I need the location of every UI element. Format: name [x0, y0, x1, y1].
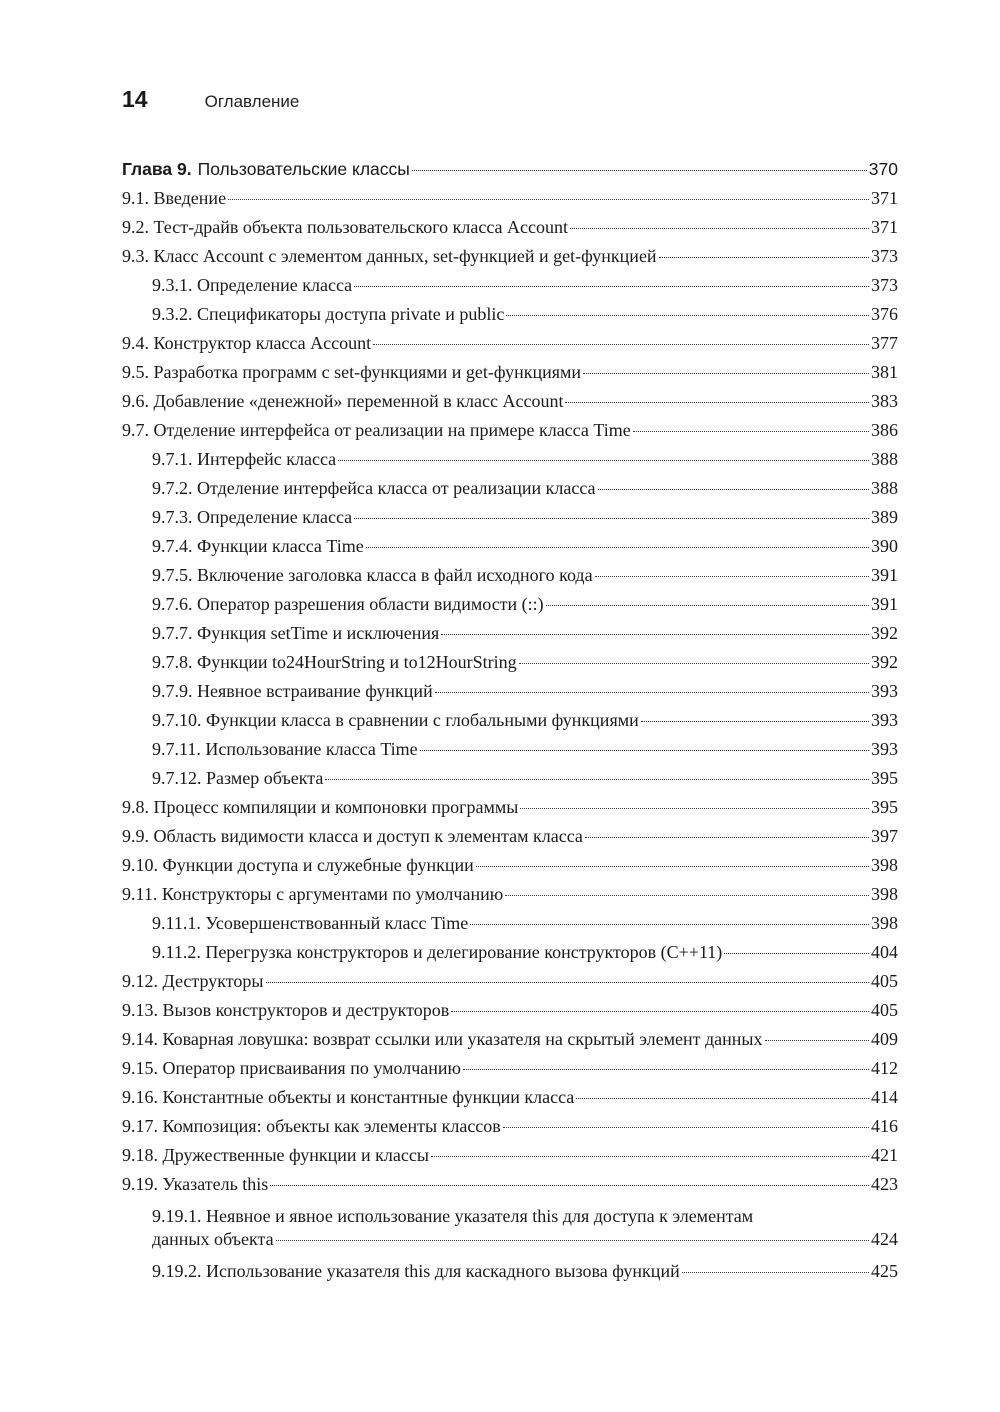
toc-entry-page: 414: [871, 1087, 898, 1107]
chapter-name: Пользовательские классы: [197, 159, 410, 179]
dot-leader: [441, 634, 869, 635]
toc-entry-title: 9.16. Константные объекты и константные функции класса: [122, 1087, 575, 1107]
dot-leader: [435, 692, 869, 693]
dot-leader: [724, 953, 869, 954]
toc-entry-page: 373: [871, 246, 898, 266]
toc-subentry: [122, 507, 898, 536]
toc-entry-title: 9.18. Дружественные функции и классы: [122, 1145, 429, 1165]
toc-entry-title: 9.1. Введение: [122, 188, 227, 208]
toc-entry: [122, 1000, 898, 1029]
toc-entry-title: 9.7. Отделение интерфейса от реализации на примере класса Time: [122, 420, 631, 440]
toc-entry-title: 9.19.2. Использование указателя this для каскадного вызова функций: [152, 1261, 680, 1281]
toc-entry-title: 9.3. Класс Account с элементом данных, set-функцией и get-функцией: [122, 246, 657, 266]
toc-entry-title: 9.10. Функции доступа и служебные функции: [122, 855, 474, 875]
dot-leader: [420, 750, 869, 751]
toc-subentry-multiline: [122, 1203, 898, 1261]
dot-leader: [412, 170, 867, 171]
dot-leader: [765, 1040, 869, 1041]
toc-entry: [122, 826, 898, 855]
dot-leader: [476, 866, 869, 867]
toc-entry-page: 373: [871, 275, 898, 295]
toc-subentry: [122, 768, 898, 797]
dot-leader: [565, 402, 869, 403]
toc-entry-title: 9.9. Область видимости класса и доступ к элементам класса: [122, 826, 583, 846]
toc-entry-title: 9.12. Деструкторы: [122, 971, 264, 991]
toc-entry-page: 395: [871, 797, 898, 817]
toc-entry-page: 371: [871, 217, 898, 237]
toc-entry-page: 398: [871, 855, 898, 875]
dot-leader: [506, 315, 869, 316]
toc-entry-title: 9.17. Композиция: объекты как элементы классов: [122, 1116, 501, 1136]
toc-entry: [122, 971, 898, 1000]
toc-subentry: [122, 681, 898, 710]
toc-entry-title: 9.5. Разработка программ с set-функциями и get-функциями: [122, 362, 582, 382]
toc-entry-title: 9.7.1. Интерфейс класса: [152, 449, 337, 469]
dot-leader: [546, 605, 869, 606]
page-number: 14: [122, 86, 148, 112]
toc-entry-title: 9.7.6. Оператор разрешения области видимости (::): [152, 594, 544, 614]
toc-entry-title: 9.2. Тест-драйв объекта пользовательского класса Account: [122, 217, 569, 237]
toc-entry-title: 9.11.1. Усовершенствованный класс Time: [152, 913, 469, 933]
toc-entry: [122, 884, 898, 913]
dot-leader: [505, 895, 869, 896]
dot-leader: [519, 663, 869, 664]
dot-leader: [228, 199, 869, 200]
dot-leader: [576, 1098, 869, 1099]
toc-entry-page: 386: [871, 420, 898, 440]
toc-subentry: [122, 710, 898, 739]
toc-entry-page: 371: [871, 188, 898, 208]
toc-entry-page: 392: [871, 652, 898, 672]
toc-entry-page: 397: [871, 826, 898, 846]
page-header: [122, 86, 299, 116]
dot-leader: [583, 373, 869, 374]
toc-entry: [122, 1058, 898, 1087]
dot-leader: [325, 779, 869, 780]
dot-leader: [431, 1156, 869, 1157]
toc-entry-page: 393: [871, 681, 898, 701]
dot-leader: [276, 1240, 869, 1241]
chapter-page: 370: [868, 159, 898, 179]
toc-subentry: [122, 536, 898, 565]
toc-subentry: [122, 942, 898, 971]
toc-entry-page: 395: [871, 768, 898, 788]
toc-entry-title: 9.13. Вызов конструкторов и деструкторов: [122, 1000, 450, 1020]
toc-entry-page: 423: [871, 1174, 898, 1194]
dot-leader: [266, 982, 869, 983]
dot-leader: [641, 721, 869, 722]
toc-chapter-row: [122, 159, 898, 188]
toc-entry-title: 9.7.12. Размер объекта: [152, 768, 324, 788]
dot-leader: [633, 431, 869, 432]
dot-leader: [503, 1127, 869, 1128]
toc-entry-page: 393: [871, 710, 898, 730]
toc-subentry: [122, 478, 898, 507]
toc-entry-page: 421: [871, 1145, 898, 1165]
toc-entry-title: 9.7.8. Функции to24HourString и to12HourString: [152, 652, 517, 672]
toc-entry-title: 9.7.9. Неявное встраивание функций: [152, 681, 433, 701]
toc-entry-page: 381: [871, 362, 898, 382]
toc-entry-title: 9.7.4. Функции класса Time: [152, 536, 364, 556]
dot-leader: [595, 576, 869, 577]
toc-subentry: [122, 739, 898, 768]
toc-entry-title: 9.7.10. Функции класса в сравнении с глобальными функциями: [152, 710, 639, 730]
dot-leader: [270, 1185, 869, 1186]
chapter-title: [122, 159, 410, 180]
dot-leader: [373, 344, 869, 345]
toc-entry: [122, 797, 898, 826]
toc-entry-title: 9.3.2. Спецификаторы доступа private и public: [152, 304, 505, 324]
toc-entry-page: 405: [871, 1000, 898, 1020]
running-head: Оглавление: [204, 92, 300, 111]
dot-leader: [570, 228, 869, 229]
toc-subentry: [122, 913, 898, 942]
dot-leader: [354, 518, 869, 519]
dot-leader: [598, 489, 869, 490]
toc-entry: [122, 855, 898, 884]
toc-entry-title: 9.7.3. Определение класса: [152, 507, 353, 527]
toc-entry-page: 409: [871, 1029, 898, 1049]
toc-entry: [122, 420, 898, 449]
toc-entry-title: 9.15. Оператор присваивания по умолчанию: [122, 1058, 461, 1078]
toc-entry: [122, 1087, 898, 1116]
toc-entry-page: 388: [871, 449, 898, 469]
dot-leader: [585, 837, 869, 838]
dot-leader: [354, 286, 869, 287]
toc-entry-title: 9.11. Конструкторы с аргументами по умолчанию: [122, 884, 504, 904]
toc-subentry: [122, 449, 898, 478]
toc-entry-page: 391: [871, 565, 898, 585]
toc-entry-title: 9.4. Конструктор класса Account: [122, 333, 372, 353]
dot-leader: [470, 924, 869, 925]
chapter-prefix: Глава 9.: [122, 159, 192, 179]
toc-entry: [122, 1029, 898, 1058]
toc-entry-title: 9.3.1. Определение класса: [152, 275, 353, 295]
table-of-contents: [122, 159, 898, 1290]
toc-entry: [122, 1174, 898, 1203]
toc-entry: [122, 1145, 898, 1174]
toc-entry-page: 405: [871, 971, 898, 991]
toc-entry-title: 9.6. Добавление «денежной» переменной в класс Account: [122, 391, 564, 411]
toc-entry-title: 9.7.5. Включение заголовка класса в файл исходного кода: [152, 565, 593, 585]
toc-entry-title-line1: 9.19.1. Неявное и явное использование указателя this для доступа к элементам: [152, 1206, 754, 1226]
dot-leader: [520, 808, 869, 809]
dot-leader: [338, 460, 869, 461]
toc-entry-page: 383: [871, 391, 898, 411]
toc-entry-title: 9.8. Процесс компиляции и компоновки программы: [122, 797, 519, 817]
toc-entry-title: 9.14. Коварная ловушка: возврат ссылки или указателя на скрытый элемент данных: [122, 1029, 763, 1049]
toc-entry: [122, 188, 898, 217]
toc-entry-page: 390: [871, 536, 898, 556]
toc-entry: [122, 333, 898, 362]
toc-entry-title-line2: данных объекта: [152, 1229, 274, 1249]
toc-entry-page: 392: [871, 623, 898, 643]
toc-entry: [122, 1116, 898, 1145]
toc-entry-title: 9.7.7. Функция setTime и исключения: [152, 623, 440, 643]
toc-subentry: [122, 304, 898, 333]
toc-entry-page: 398: [871, 884, 898, 904]
toc-subentry: [122, 594, 898, 623]
toc-entry-page: 393: [871, 739, 898, 759]
toc-subentry: [122, 275, 898, 304]
dot-leader: [682, 1272, 869, 1273]
toc-entry-page: 377: [871, 333, 898, 353]
toc-entry: [122, 362, 898, 391]
toc-entry-page: 388: [871, 478, 898, 498]
toc-entry-title: 9.7.2. Отделение интерфейса класса от реализации класса: [152, 478, 596, 498]
dot-leader: [659, 257, 869, 258]
toc-entry-line2: [152, 1229, 898, 1261]
toc-entry-page: 398: [871, 913, 898, 933]
toc-subentry: [122, 565, 898, 594]
toc-entry-page: 424: [871, 1229, 898, 1249]
toc-entry-title: 9.7.11. Использование класса Time: [152, 739, 418, 759]
toc-entry-title: 9.11.2. Перегрузка конструкторов и делегирование конструкторов (C++11): [152, 942, 723, 962]
toc-entry: [122, 391, 898, 420]
toc-subentry: [122, 623, 898, 652]
dot-leader: [463, 1069, 869, 1070]
toc-entry-page: 376: [871, 304, 898, 324]
toc-subentry: [122, 1261, 898, 1290]
toc-entry-page: 404: [871, 942, 898, 962]
toc-entry-page: 391: [871, 594, 898, 614]
toc-entry-page: 416: [871, 1116, 898, 1136]
toc-entry: [122, 246, 898, 275]
dot-leader: [451, 1011, 869, 1012]
dot-leader: [366, 547, 869, 548]
toc-entry-page: 389: [871, 507, 898, 527]
toc-entry-page: 412: [871, 1058, 898, 1078]
toc-subentry: [122, 652, 898, 681]
toc-entry-title: 9.19. Указатель this: [122, 1174, 269, 1194]
toc-entry: [122, 217, 898, 246]
toc-entry-page: 425: [871, 1261, 898, 1281]
